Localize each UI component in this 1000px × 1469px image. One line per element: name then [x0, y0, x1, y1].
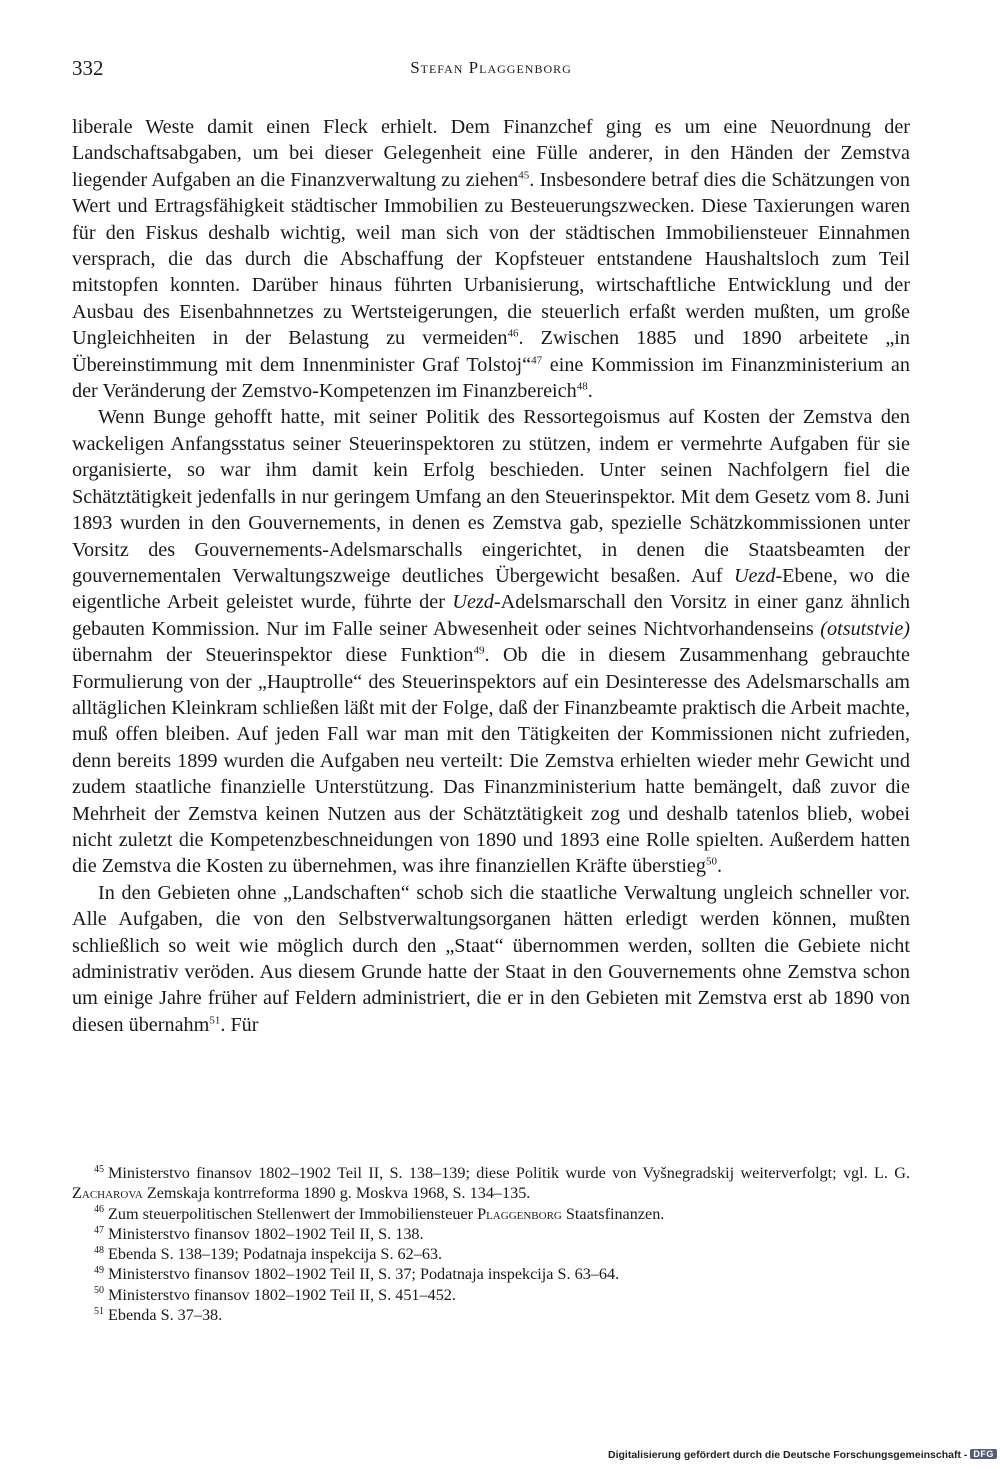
- running-head: Stefan Plaggenborg: [410, 58, 572, 77]
- digitization-credit: Digitalisierung gefördert durch die Deutsche Forschungsgemeinschaft - DFG: [608, 1449, 997, 1461]
- paragraph-1: liberale Weste damit einen Fleck erhielt. Dem Finanzchef ging es um eine Neuordnung der Landschaftsabgaben, um bei dieser Gelegenheit eine Fülle anderer, in den Händen der Zemstva liegender Aufgaben an die Finanzverwaltung zu ziehen$^{45}$. Insbesondere betraf dies die Schätzungen von Wert und Ertragsfähigkeit städtischer Immobilien zu Besteuerungszwecken. Diese Taxierungen waren für den Fiskus deshalb wichtig, weil man sich von der städtischen Immobiliensteuer Einnahmen versprach, die das durch die Abschaffung der Kopfsteuer entstandene Haushaltsloch zum Teil mitstopfen konnten. Darüber hinaus führten Urbanisierung, wirtschaftliche Entwicklung und der Ausbau des Eisenbahnnetzes zu Wertsteigerungen, die steuerlich erfaßt werden mußten, um große Ungleichheiten in der Belastung zu vermeiden$^{46}$. Zwischen 1885 und 1890 arbeitete „in Übereinstimmung mit dem Innenminister Graf Tolstoj“$^{47}$ eine Kommission im Finanzministerium an der Veränderung der Zemstvo-Kompetenzen im Finanzbereich$^{48}$.: [72, 116, 910, 403]
- paragraph-2: Wenn Bunge gehofft hatte, mit seiner Politik des Ressortegoismus auf Kosten der Zemstva den wackeligen Anfangsstatus seiner Steuerinspektoren zu stützen, indem er vermehrte Aufgaben für sie organisierte, so war ihm damit kein Erfolg beschieden. Unter seinen Nachfolgern fiel die Schätztätigkeit jedenfalls in nur geringem Umfang an den Steuerinspektor. Mit dem Gesetz vom 8. Juni 1893 wurden in den Gouvernements, in denen es Zemstva gab, spezielle Schätzkommissionen unter Vorsitz des Gouvernements-Adelsmarschalls eingerichtet, in denen die Staatsbeamten der gouvernementalen Verwaltungszweige deutliches Übergewicht besaßen. Auf Uezd-Ebene, wo die eigentliche Arbeit geleistet wurde, führte der Uezd-Adelsmarschall den Vorsitz in einer ganz ähnlich gebauten Kommission. Nur im Falle seiner Abwesenheit oder seines Nichtvorhandenseins (otsutstvie) übernahm der Steuerinspektor diese Funktion$^{49}$. Ob die in diesem Zusammenhang gebrauchte Formulierung von der „Hauptrolle“ des Steuerinspektors auf ein Desinteresse des Adelsmarschalls am alltäglichen Kleinkram schließen läßt mit der Folge, daß der Finanzbeamte praktisch die Arbeit machte, muß offen bleiben. Auf jeden Fall war man mit den Tätigkeiten der Kommissionen nicht zufrieden, denn bereits 1899 wurden die Aufgaben neu verteilt: Die Zemstva erhielten wieder mehr Gewicht und zudem staatliche finanzielle Unterstützung. Das Finanzministerium hatte bemängelt, daß zuvor die Mehrheit der Zemstva keinen Nutzen aus der Schätztätigkeit zog und deshalb tatenlos blieb, wobei nicht zuletzt die Kompetenzbeschneidungen von 1890 und 1893 eine Rolle spielten. Außerdem hatten die Zemstva die Kosten zu übernehmen, was ihre finanziellen Kräfte überstieg$^{50}$.: [72, 406, 910, 878]
- paragraph-3: In den Gebieten ohne „Landschaften“ schob sich die staatliche Verwaltung ungleich schneller vor. Alle Aufgaben, die von den Selbstverwaltungsorganen hätten erledigt werden können, mußten schließlich so weit wie möglich durch den „Staat“ übernommen werden, sollten die Gebiete nicht administrativ veröden. Aus diesem Grunde hatte der Staat in den Gouvernements ohne Zemstva schon um einige Jahre früher auf Feldern administriert, die er in den Gebieten mit Zemstva erst ab 1890 von diesen übernahm$^{51}$. Für: [72, 881, 910, 1036]
- footnote-46: $^{46}$ Zum steuerpolitischen Stellenwert der Immobiliensteuer Plaggenborg Staatsfinanzen.: [94, 1204, 665, 1223]
- footnote-50: $^{50}$ Ministerstvo finansov 1802–1902 Teil II, S. 451–452.: [94, 1285, 456, 1304]
- footnote-ref-45[interactable]: 45: [518, 169, 530, 182]
- footnote-ref-46[interactable]: 46: [507, 327, 519, 340]
- footnote-ref-49[interactable]: 49: [473, 644, 485, 657]
- footnote-48: $^{48}$ Ebenda S. 138–139; Podatnaja inspekcija S. 62–63.: [94, 1244, 443, 1264]
- body-text: [72, 114, 910, 1038]
- footnotes: [72, 1163, 910, 1325]
- footnote-51: $^{51}$ Ebenda S. 37–38.: [94, 1305, 223, 1325]
- footnote-47: $^{47}$ Ministerstvo finansov 1802–1902 Teil II, S. 138.: [94, 1224, 424, 1243]
- page-number: 332: [72, 56, 104, 80]
- page-header: [72, 56, 910, 86]
- dfg-logo-icon: DFG: [970, 1449, 997, 1459]
- footnote-ref-48[interactable]: 48: [576, 380, 588, 393]
- footnote-49: $^{49}$ Ministerstvo finansov 1802–1902 Teil II, S. 37; Podatnaja inspekcija S. 63–64.: [94, 1265, 620, 1284]
- footnote-ref-47[interactable]: 47: [531, 353, 543, 366]
- footnote-ref-51[interactable]: 51: [209, 1014, 221, 1027]
- footnote-ref-50[interactable]: 50: [705, 855, 717, 868]
- footnote-45: $^{45}$ Ministerstvo finansov 1802–1902 Teil II, S. 138–139; diese Politik wurde von Vyšnegradskij weiterverfolgt; vgl. L. G. Zacharova Zemskaja kontrreforma 1890 g. Moskva 1968, S. 134–135.: [72, 1163, 910, 1203]
